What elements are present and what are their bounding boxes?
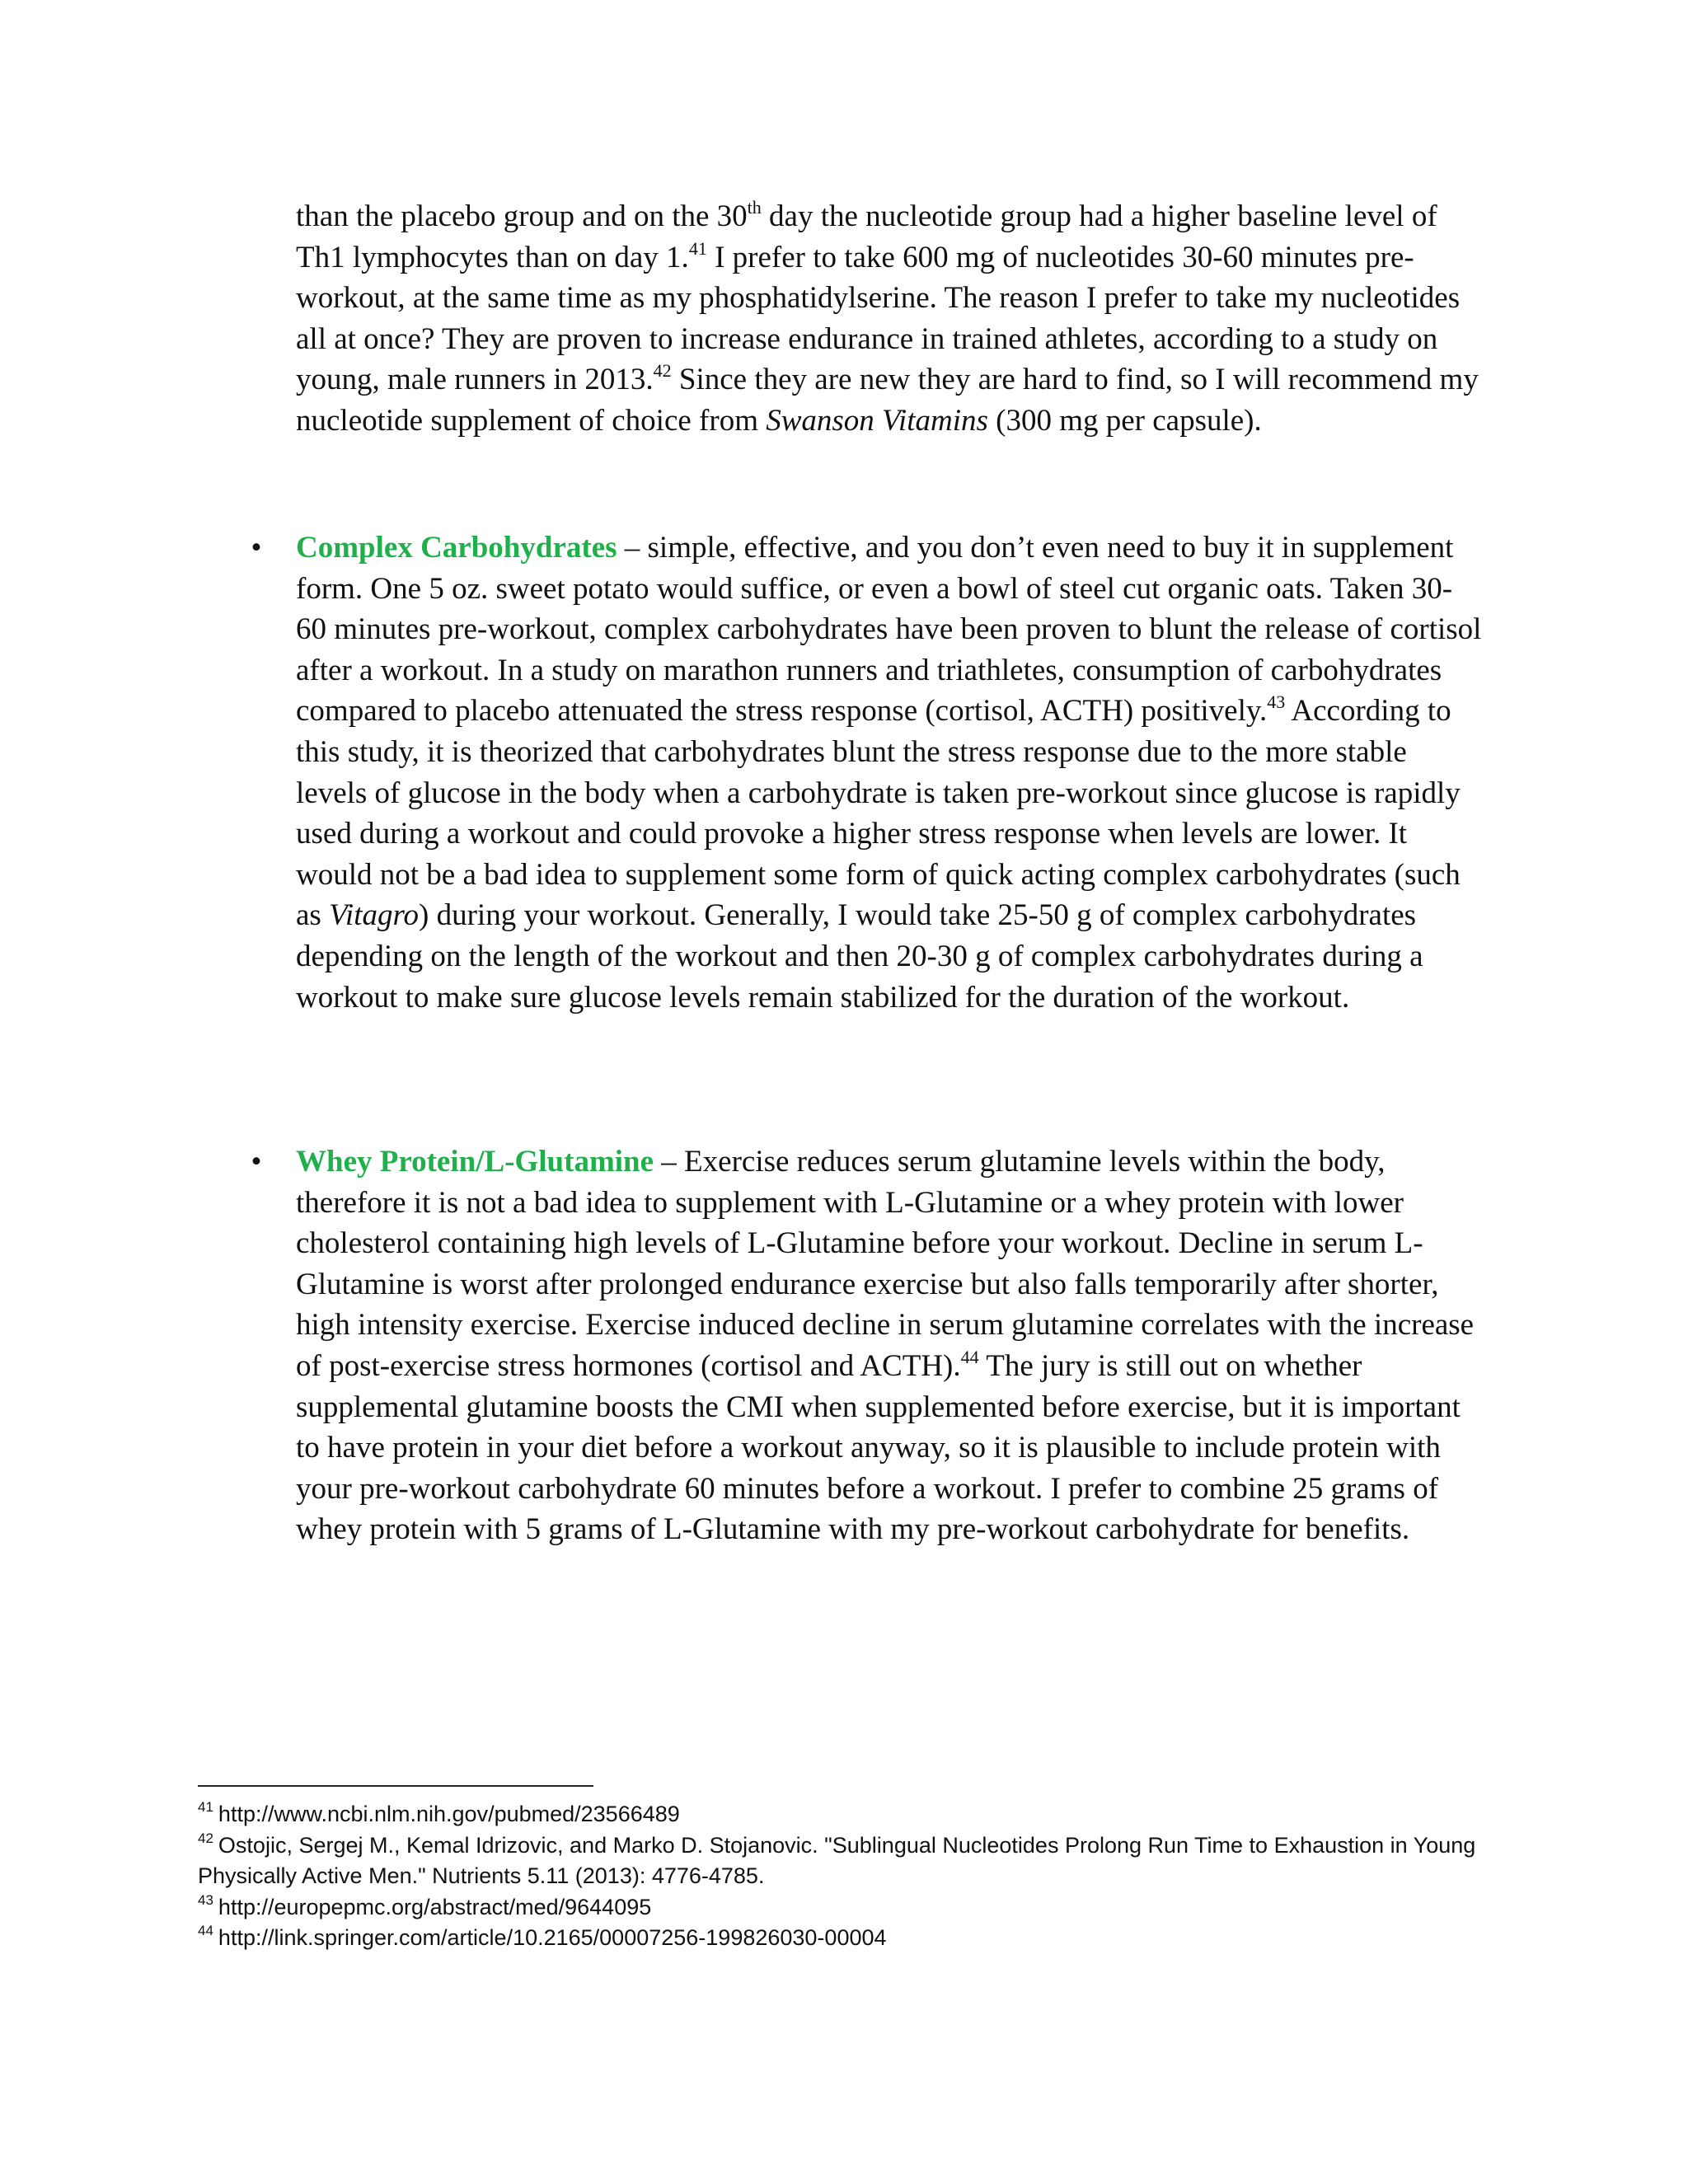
footnote-link[interactable]: http://europepmc.org/abstract/med/9644095: [218, 1894, 652, 1919]
continuation-text-2: day the nucleotide group had a higher baseline level of Th1 lymphocytes than on day 1.: [296, 199, 1437, 274]
footnote-41: [198, 1799, 1484, 1830]
continuation-text-5: (300 mg per capsule).: [987, 403, 1262, 438]
bullet-text-1: – simple, effective, and you don’t even need to buy it in supplement form. One 5 oz. sweet potato would suffice, or even a bowl of steel cut organic oats. Taken 30-60 minutes pre-workout, complex carbohydrates have been proven to blunt the release of cortisol after a workout. In a study on marathon runners and triathletes, consumption of carbohydrates compared to placebo attenuated the stress response (cortisol, ACTH) positively.: [296, 531, 1482, 729]
footnote-link[interactable]: http://www.ncbi.nlm.nih.gov/pubmed/23566489: [218, 1802, 680, 1826]
footnote-citation: Ostojic, Sergej M., Kemal Idrizovic, and Marko D. Stojanovic. "Sublingual Nucleotides Prolong Run Time to Exhaustion in Young Physically Active Men." Nutrients 5.11 (2013): 4776-4785.: [198, 1832, 1476, 1888]
continuation-text-4: Since they are new they are hard to find, so I will recommend my nucleotide supplement of choice from: [296, 363, 1479, 438]
bullet-marker: •: [251, 1145, 262, 1179]
bullet-text-2: According to this study, it is theorized that carbohydrates blunt the stress response due to the more stable levels of glucose in the body when a carbohydrate is taken pre-workout since glucose is rapidly used during a workout and could provoke a higher stress response when levels are lower. It would not be a bad idea to supplement some form of quick acting complex carbohydrates (such as: [296, 694, 1461, 933]
footnote-number: 41: [198, 1799, 213, 1815]
footnote-ref-44[interactable]: 44: [960, 1346, 979, 1367]
footnote-ref-43[interactable]: 43: [1267, 691, 1286, 713]
bullet-text-2: The jury is still out on whether supplemental glutamine boosts the CMI when supplemented before exercise, but it is important to have protein in your diet before a workout anyway, so it is plausible to include protein with your pre-workout carbohydrate 60 minutes before a workout. I prefer to combine 25 grams of whey protein with 5 grams of L-Glutamine with my pre-workout carbohydrate for benefits.: [296, 1348, 1461, 1547]
continuation-paragraph: [296, 196, 1483, 442]
footnote-number: 42: [198, 1830, 213, 1846]
bullet-heading: Whey Protein/L-Glutamine: [296, 1145, 654, 1179]
footnote-link[interactable]: http://link.springer.com/article/10.2165/00007256-199826030-00004: [218, 1925, 887, 1950]
footnote-ref-41[interactable]: 41: [688, 237, 707, 259]
bullet-text-3: ) during your workout. Generally, I would take 25-50 g of complex carbohydrates depending on the length of the workout and then 20-30 g of complex carbohydrates during a workout to make sure glucose levels remain stabilized for the duration of the workout.: [296, 898, 1423, 1015]
brand-name-vitagro: Vitagro: [329, 898, 420, 933]
continuation-text-3: I prefer to take 600 mg of nucleotides 30-60 minutes pre-workout, at the same time as my phosphatidylserine. The reason I prefer to take my nucleotides all at once? They are proven to increase endurance in trained athletes, according to a study on young, male runners in 2013.: [296, 240, 1461, 397]
footnote-number: 43: [198, 1891, 213, 1908]
footnote-42: [198, 1830, 1484, 1892]
bullet-item-whey-protein: [251, 1141, 1483, 1550]
bullet-heading: Complex Carbohydrates: [296, 531, 617, 565]
bullet-paragraph: [296, 1141, 1483, 1550]
bullet-item-complex-carbohydrates: [251, 527, 1483, 1018]
footnote-ref-42[interactable]: 42: [653, 360, 672, 382]
brand-name-swanson: Swanson Vitamins: [766, 403, 988, 438]
bullet-marker: •: [251, 531, 262, 565]
bullet-text-1: – Exercise reduces serum glutamine levels within the body, therefore it is not a bad idea to supplement with L-Glutamine or a whey protein with lower cholesterol containing high levels of L-Glutamine before your workout. Decline in serum L-Glutamine is worst after prolonged endurance exercise but also falls temporarily after shorter, high intensity exercise. Exercise induced decline in serum glutamine correlates with the increase of post-exercise stress hormones (cortisol and ACTH).: [296, 1145, 1475, 1383]
ordinal-suffix: th: [747, 197, 762, 218]
bullet-paragraph: [296, 527, 1483, 1018]
footnote-43: [198, 1892, 1484, 1924]
footnotes: [198, 1799, 1484, 1954]
footnote-separator: [198, 1785, 593, 1787]
continuation-text-1: than the placebo group and on the 30: [296, 199, 748, 233]
footnote-44: [198, 1923, 1484, 1954]
footnote-number: 44: [198, 1923, 213, 1938]
